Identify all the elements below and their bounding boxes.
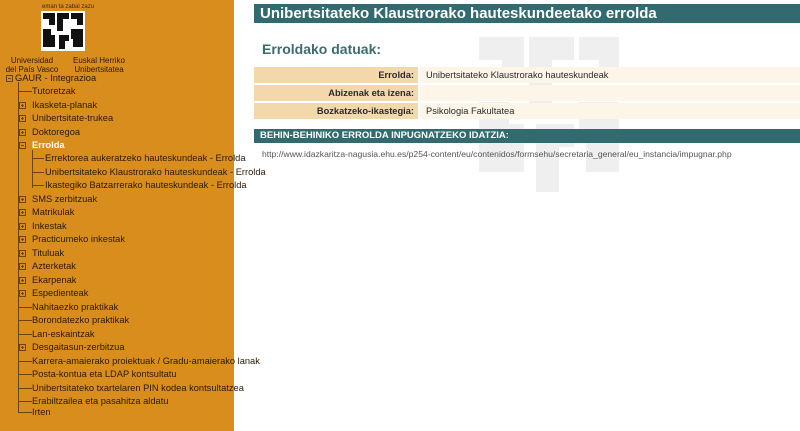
logo-caption-basque: Euskal Herriko Unibertsitatea (72, 56, 125, 74)
menu-item-unibertsitate-trukea[interactable]: Unibertsitate-trukea (32, 113, 114, 123)
menu-item-tituluak[interactable]: Tituluak (32, 248, 65, 258)
logo-motto: eman ta zabal zazu (42, 4, 95, 10)
detail-row-izena (254, 85, 800, 101)
expand-icon[interactable] (19, 196, 26, 203)
page-title: Unibertsitateko Klaustrorako hauteskundeetako errolda (254, 4, 800, 23)
menu-item-inkestak[interactable]: Inkestak (32, 221, 67, 231)
menu-item-desgaitasun-zerbitzua[interactable]: Desgaitasun-zerbitzua (32, 342, 125, 352)
expand-icon[interactable] (19, 115, 26, 122)
menu-item-practicumeko-inkestak[interactable]: Practicumeko inkestak (32, 234, 126, 244)
menu-item-espedienteak[interactable]: Espedienteak (32, 288, 89, 298)
tree-connector (18, 401, 32, 402)
expand-icon[interactable] (19, 250, 26, 257)
logo-caption-spanish: Universidad del País Vasco (5, 56, 59, 74)
expand-icon[interactable] (19, 223, 26, 230)
menu-item-lan-eskaintzak[interactable]: Lan-eskaintzak (32, 329, 95, 339)
menu-item-tutoretzak[interactable]: Tutoretzak (32, 86, 76, 96)
navigation-tree (0, 0, 266, 431)
menu-item-pin-kodea[interactable]: Unibertsitateko txartelaren PIN kodea kontsultatzea (32, 383, 244, 393)
expand-icon[interactable] (19, 102, 26, 109)
detail-row-ikastegia (254, 103, 800, 119)
menu-item-matrikulak[interactable]: Matrikulak (32, 207, 75, 217)
expand-icon[interactable] (19, 236, 26, 243)
main-content (234, 0, 800, 431)
expand-icon[interactable] (19, 209, 26, 216)
detail-value (420, 85, 800, 101)
tree-connector (18, 91, 32, 92)
detail-value: Unibertsitateko Klaustrorako hauteskundeak (420, 67, 800, 83)
tree-connector (32, 185, 44, 186)
tree-connector (18, 412, 32, 413)
tree-connector (32, 150, 33, 188)
detail-row-errolda (254, 67, 800, 83)
tree-connector (18, 374, 32, 375)
objection-section-header: BEHIN-BEHINIKO ERROLDA INPUGNATZEKO IDATZIA: (254, 129, 800, 143)
tree-connector (32, 172, 44, 173)
tree-connector (18, 320, 32, 321)
menu-item-ikastegi-batzarra-errolda[interactable]: Ikastegiko Batzarrerako hauteskundeak - Errolda (45, 180, 247, 190)
detail-label: Bozkatzeko-ikastegia: (254, 103, 418, 119)
menu-item-pasahitza-aldatu[interactable]: Erabiltzailea eta pasahitza aldatu (32, 396, 169, 406)
collapse-icon[interactable] (6, 75, 13, 82)
detail-value: Psikologia Fakultatea (420, 103, 800, 119)
menu-item-ekarpenak[interactable]: Ekarpenak (32, 275, 77, 285)
expand-icon[interactable] (19, 263, 26, 270)
expand-icon[interactable] (19, 129, 26, 136)
menu-item-doktoregoa[interactable]: Doktoregoa (32, 127, 81, 137)
menu-item-errolda[interactable]: Errolda (32, 140, 65, 150)
detail-label: Abizenak eta izena: (254, 85, 418, 101)
menu-item-posta-kontua-ldap[interactable]: Posta-kontua eta LDAP kontsultatu (32, 369, 177, 379)
expand-icon[interactable] (19, 290, 26, 297)
tree-connector (18, 361, 32, 362)
menu-item-klaustroa-errolda[interactable]: Unibertsitateko Klaustrorako hauteskundeak - Errolda (45, 167, 266, 177)
menu-item-borondatezko-praktikak[interactable]: Borondatezko praktikak (32, 315, 130, 325)
tree-connector (18, 388, 32, 389)
tree-connector (32, 158, 44, 159)
menu-item-irten[interactable]: Irten (32, 407, 51, 417)
tree-connector (18, 334, 32, 335)
sidebar-menu (0, 0, 266, 431)
section-title: Erroldako datuak: (262, 41, 382, 57)
menu-item-karrera-amaierako-proiektuak[interactable]: Karrera-amaierako proiektuak / Gradu-amaierako lanak (32, 356, 260, 366)
expand-icon[interactable] (19, 344, 26, 351)
objection-form-link[interactable]: http://www.idazkaritza-nagusia.ehu.es/p254-content/eu/contenidos/formsehu/secretaria_general/eu_instancia/impugnar.php (262, 149, 732, 159)
collapse-icon[interactable] (19, 142, 26, 149)
expand-icon[interactable] (19, 277, 26, 284)
menu-item-errektorea-errolda[interactable]: Errektorea aukeratzeko hauteskundeak - Errolda (45, 153, 246, 163)
tree-connector (18, 307, 32, 308)
menu-item-azterketak[interactable]: Azterketak (32, 261, 76, 271)
menu-item-ikasketa-planak[interactable]: Ikasketa-planak (32, 100, 98, 110)
menu-item-sms-zerbitzuak[interactable]: SMS zerbitzuak (32, 194, 98, 204)
detail-label: Errolda: (254, 67, 418, 83)
menu-item-nahitaezko-praktikak[interactable]: Nahitaezko praktikak (32, 302, 119, 312)
tree-root-gaur[interactable]: GAUR - Integrazioa (15, 73, 97, 83)
